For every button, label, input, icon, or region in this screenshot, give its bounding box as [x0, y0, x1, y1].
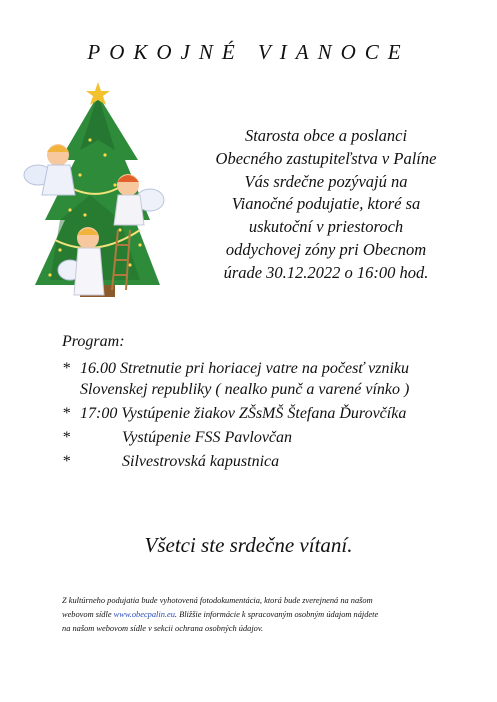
- footnote-text: webovom sídle: [62, 610, 114, 619]
- invitation-line: Vás srdečne pozývajú na: [244, 171, 408, 191]
- invitation-line: Obecného zastupiteľstva v Palíne: [215, 148, 437, 168]
- invitation-line: uskutoční v priestoroch: [248, 217, 404, 237]
- program-item: [60, 427, 480, 448]
- bullet-asterisk: *: [62, 405, 70, 422]
- welcome-message: Všetci ste srdečne vítaní.: [144, 533, 353, 557]
- invitation-line: úrade 30.12.2022 o 16:00 hod.: [223, 262, 429, 282]
- program-item-line: Slovenskej republiky ( nealko punč a varené vínko ): [80, 381, 410, 398]
- invitation-line: Vianočné podujatie, ktoré sa: [231, 194, 421, 214]
- photo-consent-footnote: [62, 594, 452, 636]
- program-list: [60, 358, 480, 475]
- bullet-asterisk: *: [62, 453, 70, 470]
- website-link[interactable]: www.obecpalin.eu: [113, 610, 175, 619]
- bullet-asterisk: *: [62, 429, 70, 446]
- invitation-text: [176, 125, 476, 285]
- bullet-asterisk: *: [62, 360, 70, 377]
- invitation-line: Starosta obce a poslanci: [244, 126, 408, 145]
- program-item-line: 16.00 Stretnutie pri horiacej vatre na počesť vzniku: [80, 360, 410, 377]
- program-item-line: Vystúpenie FSS Pavlovčan: [122, 429, 293, 446]
- christmas-tree-angels-illustration: [20, 80, 175, 320]
- page-title: POKOJNÉ VIANOCE: [87, 40, 410, 64]
- program-item: [60, 358, 480, 400]
- program-item: [60, 403, 480, 424]
- footnote-line: [62, 608, 452, 622]
- program-item-line: 17:00 Vystúpenie žiakov ZŠsMŠ Štefana Ďurovčíka: [80, 405, 407, 422]
- footnote-line: Z kultúrneho podujatia bude vyhotovená fotodokumentácia, ktorá bude zverejnená na našom: [62, 596, 373, 605]
- program-item: [60, 451, 480, 472]
- program-item-line: Silvestrovská kapustnica: [122, 453, 280, 470]
- footnote-line: na našom webovom sídle v sekcii ochrana osobných údajov.: [62, 624, 264, 633]
- program-heading: Program:: [62, 333, 125, 350]
- invitation-line: oddychovej zóny pri Obecnom: [225, 239, 427, 259]
- footnote-text: . Bližšie informácie k spracovaným osobným údajom nájdete: [174, 610, 379, 619]
